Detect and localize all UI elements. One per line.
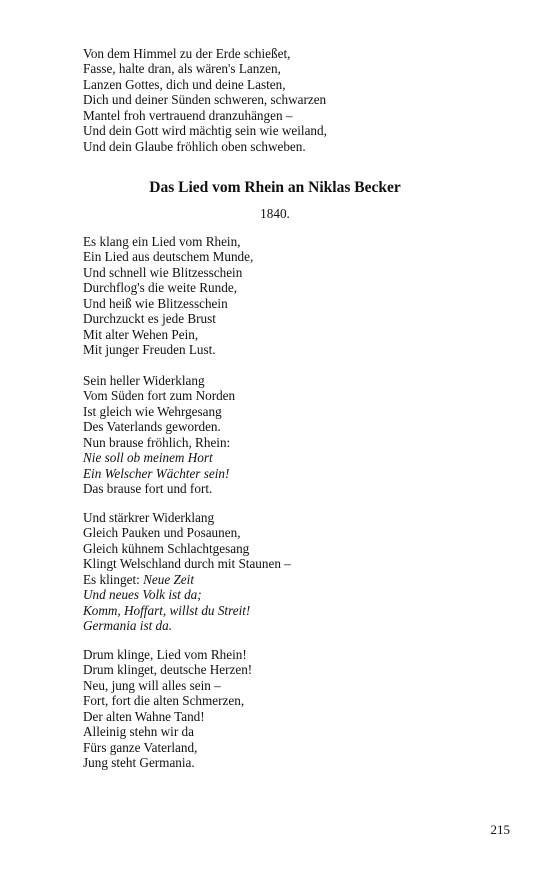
poem-line: Vom Süden fort zum Norden bbox=[83, 388, 236, 404]
poem-line-prefix: Es klinget: bbox=[83, 571, 144, 587]
poem-line: Mantel froh vertrauend dranzuhängen – bbox=[83, 107, 293, 123]
poem-line-italic: Ein Welscher Wächter sein! bbox=[83, 465, 230, 481]
poem-line: Ein Lied aus deutschem Munde, bbox=[83, 249, 254, 265]
poem-line: Des Vaterlands geworden. bbox=[83, 419, 221, 435]
poem-line: Und dein Glaube fröhlich oben schweben. bbox=[83, 138, 306, 154]
page-number: 215 bbox=[490, 822, 510, 837]
poem-line-italic: Nie soll ob meinem Hort bbox=[83, 450, 213, 466]
poem-line: Und dein Gott wird mächtig sein wie weiland, bbox=[83, 123, 327, 139]
stanza-4 bbox=[83, 647, 252, 771]
poem-line: Jung steht Germania. bbox=[83, 755, 195, 771]
stanza-1 bbox=[83, 234, 253, 358]
poem-line: Mit alter Wehen Pein, bbox=[83, 326, 199, 342]
poem-line: Gleich Pauken und Posaunen, bbox=[83, 525, 241, 541]
poem-line: Fasse, halte dran, als wären's Lanzen, bbox=[83, 61, 281, 77]
poem-line: Und heiß wie Blitzesschein bbox=[83, 295, 228, 311]
poem-line: Nun brause fröhlich, Rhein: bbox=[83, 434, 231, 450]
poem-line: Der alten Wahne Tand! bbox=[83, 708, 205, 724]
poem-line-italic: Und neues Volk ist da; bbox=[83, 587, 202, 603]
poem-title: Das Lied vom Rhein an Niklas Becker bbox=[149, 179, 401, 196]
poem-line: Dich und deiner Sünden schweren, schwarzen bbox=[83, 92, 327, 108]
poem-line-italic: Germania ist da. bbox=[83, 618, 173, 634]
poem-year: 1840. bbox=[260, 206, 290, 221]
stanza-2 bbox=[83, 373, 235, 497]
poem-line: Und stärkrer Widerklang bbox=[83, 510, 215, 525]
poem-line: Klingt Welschland durch mit Staunen – bbox=[83, 556, 291, 572]
poem-line: Gleich kühnem Schlachtgesang bbox=[83, 540, 250, 556]
poem-line: Ist gleich wie Wehrgesang bbox=[83, 403, 222, 419]
poem-line-italic: Komm, Hoffart, willst du Streit! bbox=[83, 602, 251, 618]
poem-line: Fürs ganze Vaterland, bbox=[83, 739, 198, 755]
poem-line: Drum klinget, deutsche Herzen! bbox=[83, 662, 253, 678]
poem-line: Fort, fort die alten Schmerzen, bbox=[83, 693, 245, 709]
poem-line: Durchflog's die weite Runde, bbox=[83, 280, 237, 296]
poem-line: Lanzen Gottes, dich und deine Lasten, bbox=[83, 76, 286, 92]
poem-ending bbox=[83, 46, 327, 154]
poem-line: Neu, jung will alles sein – bbox=[83, 677, 221, 693]
poem-line-mixed bbox=[83, 572, 291, 587]
poem-line: Und schnell wie Blitzesschein bbox=[83, 264, 243, 280]
poem-line: Sein heller Widerklang bbox=[83, 373, 205, 388]
poem-line-italic-part: Neue Zeit bbox=[143, 571, 194, 587]
poem-line: Alleinig stehn wir da bbox=[83, 724, 194, 740]
poem-line: Durchzuckt es jede Brust bbox=[83, 311, 216, 327]
poem-line: Drum klinge, Lied vom Rhein! bbox=[83, 647, 247, 662]
poem-line: Mit junger Freuden Lust. bbox=[83, 342, 216, 358]
stanza-3 bbox=[83, 510, 291, 634]
poem-line: Von dem Himmel zu der Erde schießet, bbox=[83, 46, 291, 61]
poem-line: Es klang ein Lied vom Rhein, bbox=[83, 234, 241, 249]
poem-line: Das brause fort und fort. bbox=[83, 481, 213, 497]
